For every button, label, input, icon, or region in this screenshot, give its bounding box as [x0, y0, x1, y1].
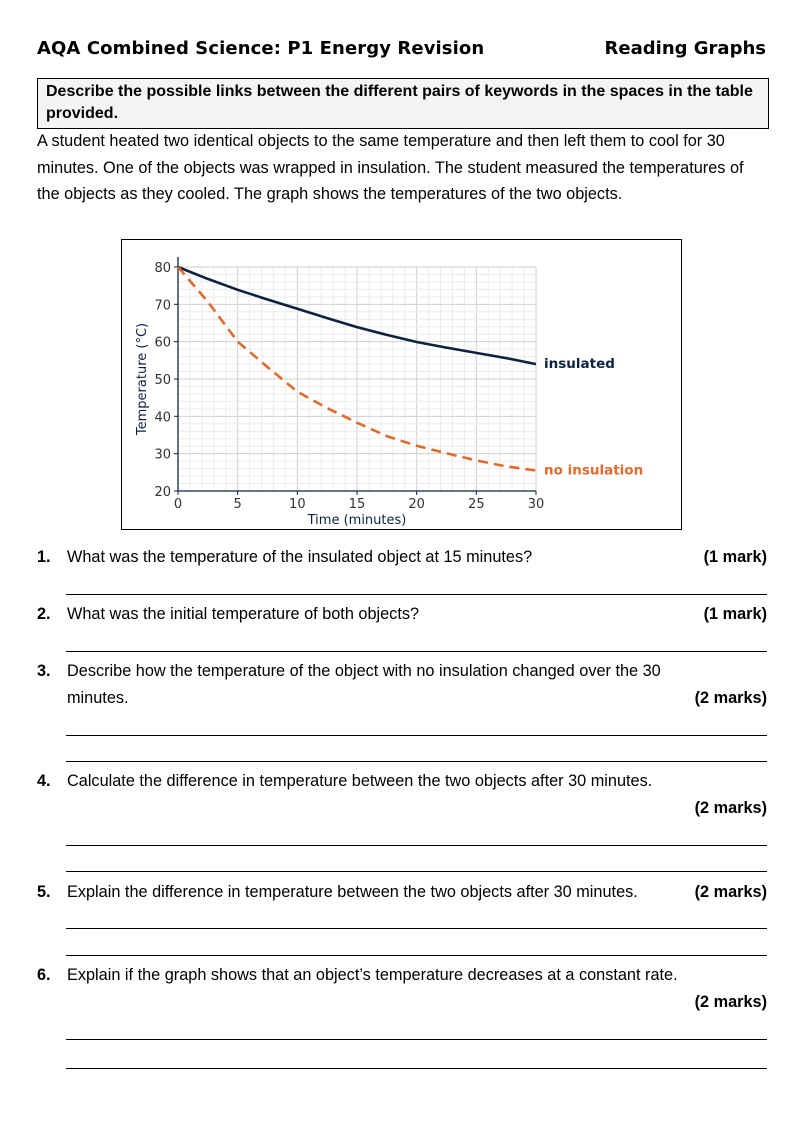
- series-label: insulated: [544, 356, 615, 373]
- x-tick-label: 20: [408, 497, 425, 512]
- answer-line[interactable]: [66, 651, 767, 652]
- worksheet-title: AQA Combined Science: P1 Energy Revision: [37, 38, 485, 59]
- x-tick-label: 5: [233, 497, 242, 512]
- question-3-text: Describe how the temperature of the object with no insulation changed over the 30 minutes.: [67, 662, 661, 707]
- x-tick-label: 25: [468, 497, 485, 512]
- question-3: [37, 658, 767, 712]
- question-6: [37, 962, 767, 1011]
- instruction-box: Describe the possible links between the different pairs of keywords in the spaces in the table provided.: [37, 78, 769, 129]
- y-tick-label: 20: [154, 485, 171, 500]
- question-2-number: 2.: [37, 605, 51, 623]
- question-4-marks: (2 marks): [694, 799, 767, 817]
- question-4-number: 4.: [37, 772, 51, 790]
- question-4: [37, 768, 767, 817]
- y-axis-label: Temperature (°C): [135, 322, 150, 436]
- question-3-marks: (2 marks): [694, 689, 767, 707]
- x-tick-label: 10: [289, 497, 306, 512]
- series-label: no insulation: [544, 462, 644, 479]
- intro-paragraph: A student heated two identical objects to the same temperature and then left them to cool for 30 minutes. One of the objects was wrapped in insulation. The student measured the temperatures of the objects as they cooled. The graph shows the temperatures of the two objects.: [37, 132, 744, 204]
- question-6-number: 6.: [37, 966, 51, 984]
- question-1: [37, 544, 767, 571]
- y-tick-label: 30: [154, 447, 171, 463]
- answer-line[interactable]: [66, 761, 767, 762]
- chart-frame: [121, 239, 682, 530]
- question-6-text: Explain if the graph shows that an object’s temperature decreases at a constant rate.: [67, 966, 678, 984]
- answer-line[interactable]: [66, 928, 767, 929]
- x-axis-label: Time (minutes): [307, 513, 407, 528]
- y-tick-label: 60: [154, 335, 171, 351]
- answer-line[interactable]: [66, 735, 767, 736]
- x-tick-label: 30: [527, 497, 545, 512]
- question-1-marks: (1 mark): [703, 548, 767, 566]
- question-6-marks: (2 marks): [694, 993, 767, 1011]
- answer-line[interactable]: [66, 955, 767, 956]
- answer-line[interactable]: [66, 1068, 767, 1069]
- question-4-text: Calculate the difference in temperature between the two objects after 30 minutes.: [67, 772, 653, 790]
- answer-line[interactable]: [66, 1039, 767, 1040]
- cooling-chart: [122, 240, 681, 529]
- question-2: [37, 601, 767, 628]
- question-3-number: 3.: [37, 662, 51, 680]
- y-tick-label: 80: [154, 261, 171, 276]
- x-tick-label: 15: [348, 497, 366, 512]
- answer-line[interactable]: [66, 871, 767, 872]
- y-tick-label: 50: [154, 373, 171, 388]
- question-1-number: 1.: [37, 548, 51, 566]
- question-5-text: Explain the difference in temperature between the two objects after 30 minutes.: [67, 883, 638, 901]
- question-2-marks: (1 mark): [703, 605, 767, 623]
- question-5-marks: (2 marks): [694, 883, 767, 901]
- x-tick-label: 0: [173, 497, 183, 512]
- question-5-number: 5.: [37, 883, 51, 901]
- worksheet-topic: Reading Graphs: [604, 38, 766, 59]
- question-5: [37, 879, 767, 906]
- y-tick-label: 70: [154, 298, 171, 314]
- answer-line[interactable]: [66, 594, 767, 595]
- question-2-text: What was the initial temperature of both objects?: [67, 605, 420, 623]
- answer-line[interactable]: [66, 845, 767, 846]
- question-1-text: What was the temperature of the insulated object at 15 minutes?: [67, 548, 533, 566]
- y-tick-label: 40: [154, 410, 171, 426]
